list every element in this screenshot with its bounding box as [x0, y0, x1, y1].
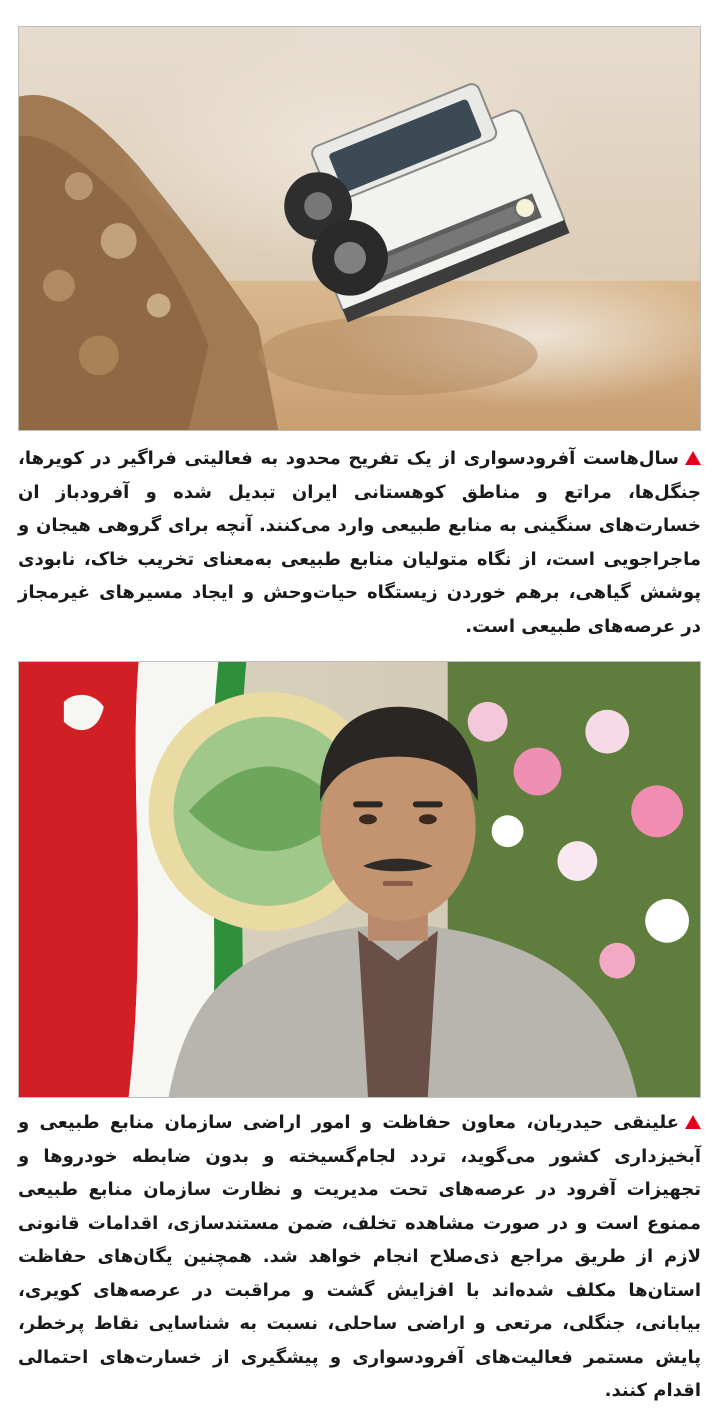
red-triangle-icon	[685, 451, 701, 465]
photo-caption-offroad	[18, 442, 701, 643]
offroad-vehicle-photo	[18, 26, 701, 431]
official-portrait-photo	[18, 661, 701, 1098]
caption-text: سال‌هاست آفرودسواری از یک تفریح محدود به فعالیتی فراگیر در کویرها، جنگل‌ها، مراتع و مناطق کوهستانی ایران تبدیل شده و آفرودباز ان خسارت‌های سنگینی به منابع طبیعی وارد می‌کنند. آنچه برای گروهی هیجان و ماجراجویی است، از نگاه متولیان منابع طبیعی به‌معنای تخریب خاک، نابودی پوشش گیاهی، برهم خوردن زیستگاه حیات‌وحش و ایجاد مسیرهای غیرمجاز در عرصه‌های طبیعی است.	[18, 448, 701, 637]
red-triangle-icon	[685, 1115, 701, 1129]
photo-caption-official	[18, 1106, 701, 1408]
caption-text: علینقی حیدریان، معاون حفاظت و امور اراضی سازمان منابع طبیعی و آبخیزداری کشور می‌گوید، تردد لجام‌گسیخته و بدون ضابطه خودروها و تجهیزات آفرود در عرصه‌های تحت مدیریت و نظارت سازمان منابع طبیعی ممنوع است و در صورت مشاهده تخلف، ضمن مستندسازی، اقدامات قانونی لازم از طریق مراجع ذی‌صلاح انجام خواهد شد. همچنین یگان‌های حفاظت استان‌ها مکلف شده‌اند با افزایش گشت و مراقبت در عرصه‌های کویری، بیابانی، جنگلی، مرتعی و اراضی ساحلی، نسبت به شناسایی نقاط پرخطر، پایش مستمر فعالیت‌های آفرودسواری و پیشگیری از خسارت‌های احتمالی اقدام کنند.	[18, 1112, 701, 1401]
